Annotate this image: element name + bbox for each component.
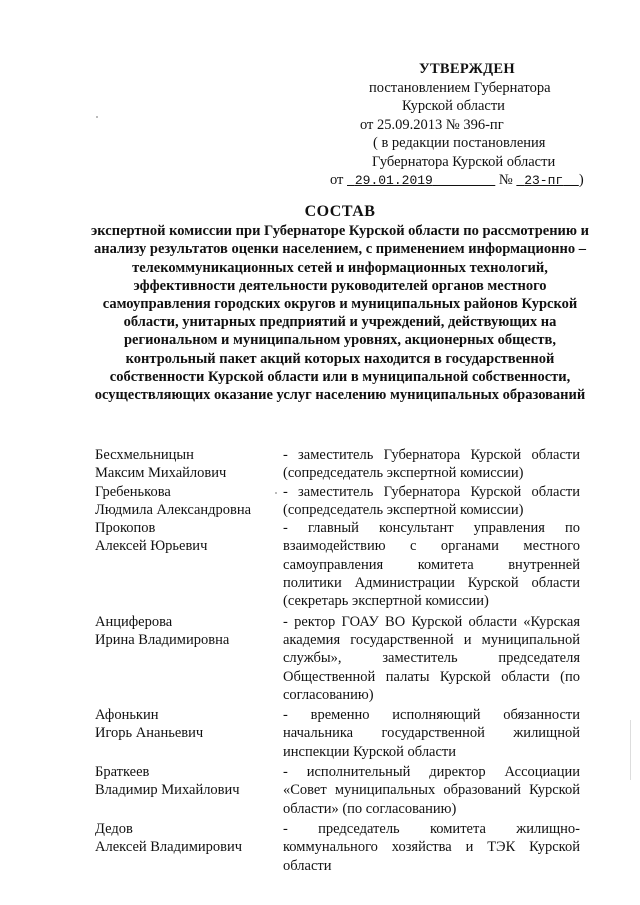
approval-line-5: Губернатора Курской области (372, 153, 556, 170)
document-title: СОСТАВ (304, 203, 376, 220)
member-name: Браткеев Владимир Михайлович (95, 764, 240, 799)
member-row (95, 763, 580, 818)
member-name: Дедов Алексей Владимирович (95, 820, 243, 856)
member-role: - ректор ГОАУ ВО Курской области «Курская академия государственной и муниципальной службы», заместитель председателя Общественной палаты Курской области (по согласованию) (283, 613, 580, 703)
amendment-line (300, 171, 600, 191)
scan-edge-mark (630, 720, 631, 780)
members-list (95, 446, 580, 875)
number-label: № (498, 172, 513, 188)
amendment-number: 23-пг (524, 173, 564, 188)
member-name: Анциферова Ирина Владимировна (95, 613, 230, 648)
approval-line-4: ( в редакции постановления (373, 135, 546, 151)
member-name: Гребенькова Людмила Александровна (95, 483, 252, 518)
scan-speck (96, 116, 98, 118)
approval-block (300, 60, 600, 191)
member-row (95, 706, 580, 761)
member-row (95, 446, 580, 483)
member-row (95, 613, 580, 704)
amendment-date: 29.01.2019 (354, 173, 433, 188)
approval-title: УТВЕРЖДЕН (419, 61, 515, 77)
member-role: - главный консультант управления по взаимодействию с органами местного самоуправления комитета внутренней политики Администрации Курской области (секретарь экспертной комиссии) (283, 520, 580, 610)
document-heading (80, 203, 600, 404)
member-name: Афонькин Игорь Ананьевич (95, 707, 204, 742)
member-role: - временно исполняющий обязанности начальника государственной жилищной инспекции Курской области (283, 707, 580, 760)
scan-speck (275, 492, 277, 494)
member-row (95, 519, 580, 610)
member-name: Бесхмельницын Максим Михайлович (95, 447, 227, 482)
member-row (95, 483, 580, 520)
approval-line-3: от 25.09.2013 № 396-пг (360, 116, 504, 133)
member-role: - заместитель Губернатора Курской области (сопредседатель экспертной комиссии) (283, 447, 580, 482)
member-name: Прокопов Алексей Юрьевич (95, 520, 208, 555)
member-role: - заместитель Губернатора Курской области (сопредседатель экспертной комиссии) (283, 483, 580, 518)
approval-line-1: постановлением Губернатора (369, 79, 551, 96)
member-role: - председатель комитета жилищно-коммунального хозяйства и ТЭК Курской области (283, 820, 580, 874)
member-row (95, 820, 580, 875)
approval-line-2: Курской области (402, 98, 505, 114)
member-role: - исполнительный директор Ассоциации «Совет муниципальных образований Курской области» (по согласованию) (283, 764, 580, 817)
document-subtitle: экспертной комиссии при Губернаторе Курской области по рассмотрению и анализу результатов оценки населением, с применением информационно – телекоммуникационных сетей и информационных технологий, эффективности деятельности руководителей органов местного самоуправления городских округов и муниципальных районов Курской области, унитарных предприятий и учреждений, действующих на региональном и муниципальном уровнях, акционерных обществ, контрольный пакет акций которых находится в государственной собственности Курской области или в муниципальной собственности, осуществляющих оказание услуг населению муниципальных образований (91, 223, 589, 404)
from-label: от (330, 172, 344, 188)
closing-paren: ) (578, 172, 584, 188)
